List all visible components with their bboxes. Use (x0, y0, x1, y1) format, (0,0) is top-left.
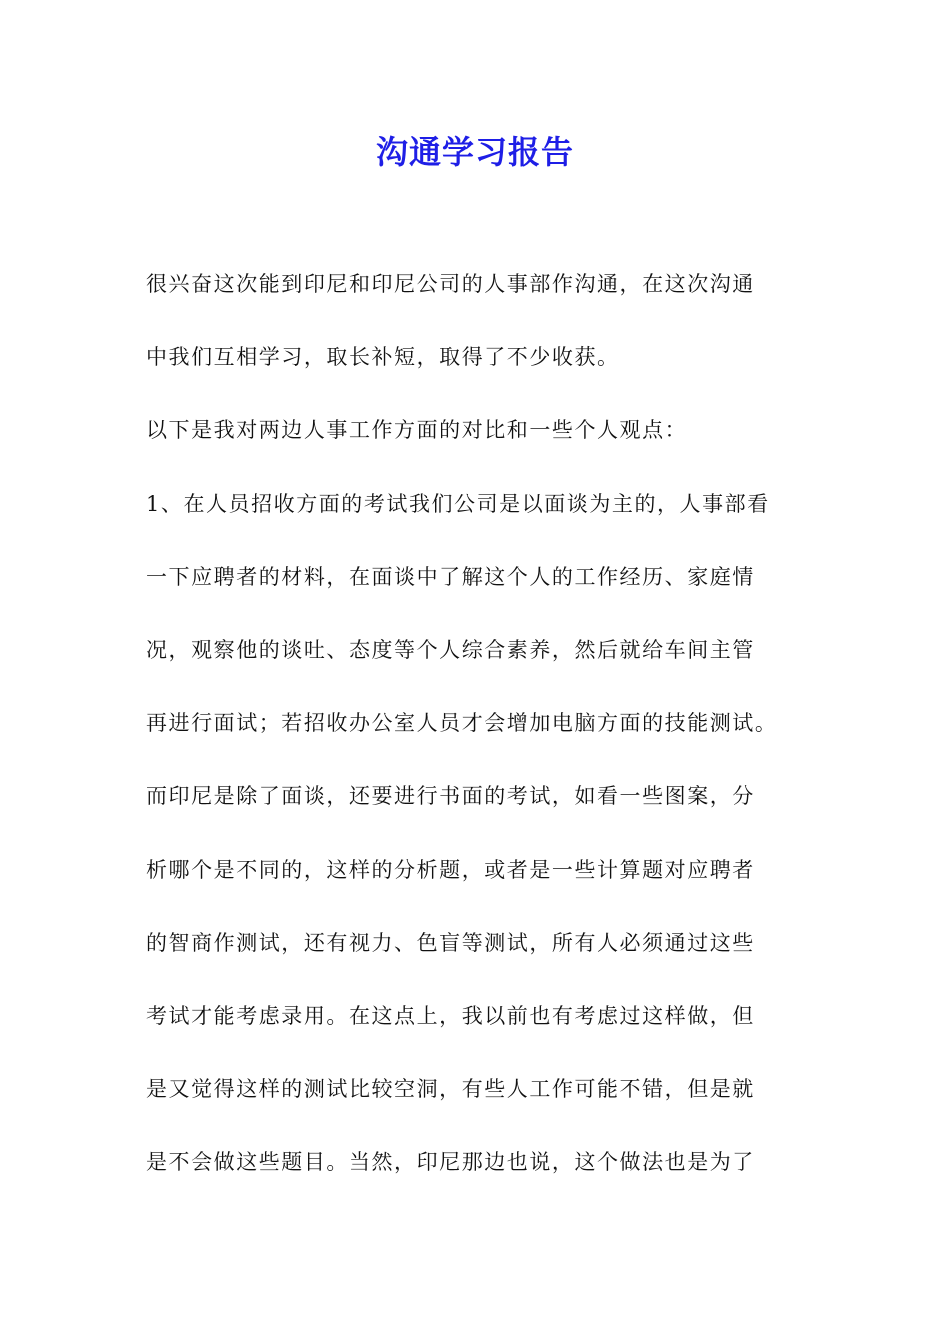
document-body (146, 262, 846, 1213)
body-line: 析哪个是不同的，这样的分析题，或者是一些计算题对应聘者 (146, 857, 755, 882)
body-line: 考试才能考虑录用。在这点上，我以前也有考虑过这样做，但 (146, 1003, 755, 1028)
body-line: 是不会做这些题目。当然，印尼那边也说，这个做法也是为了 (146, 1150, 755, 1175)
document-title: 沟通学习报告 (375, 133, 574, 171)
body-line: 以下是我对两边人事工作方面的对比和一些个人观点： (146, 418, 688, 443)
body-line: 的智商作测试，还有视力、色盲等测试，所有人必须通过这些 (146, 930, 755, 955)
body-line: 再进行面试；若招收办公室人员才会增加电脑方面的技能测试。 (146, 711, 778, 736)
body-line: 一下应聘者的材料，在面谈中了解这个人的工作经历、家庭情 (146, 564, 755, 589)
body-line: 1、在人员招收方面的考试我们公司是以面谈为主的，人事部看 (146, 491, 770, 516)
body-line: 是又觉得这样的测试比较空洞，有些人工作可能不错，但是就 (146, 1077, 755, 1102)
body-line: 况，观察他的谈吐、态度等个人综合素养，然后就给车间主管 (146, 637, 755, 662)
body-line: 很兴奋这次能到印尼和印尼公司的人事部作沟通，在这次沟通 (146, 272, 755, 296)
body-line: 而印尼是除了面谈，还要进行书面的考试，如看一些图案，分 (146, 784, 755, 809)
body-line: 中我们互相学习，取长补短，取得了不少收获。 (146, 345, 620, 370)
